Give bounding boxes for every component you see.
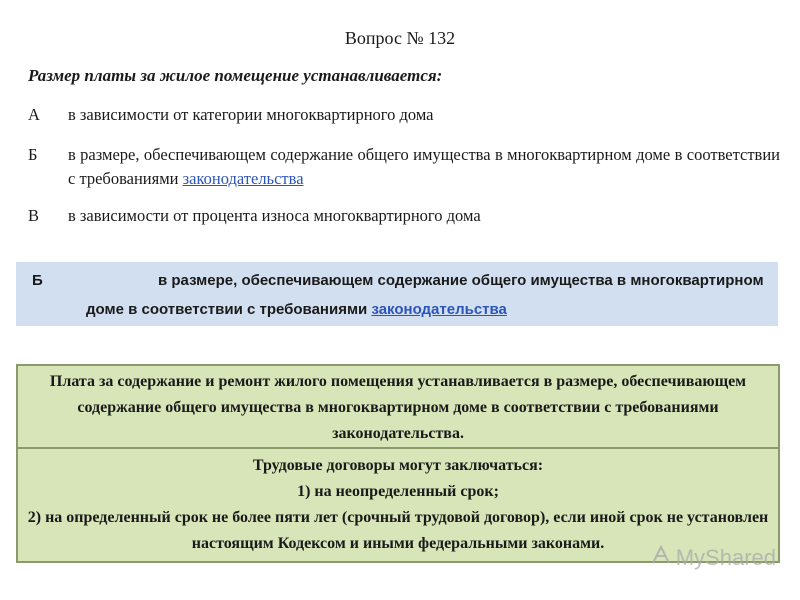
labor-contracts-heading: Трудовые договоры могут заключаться:: [252, 457, 544, 474]
option-letter: А: [28, 105, 40, 124]
answer-text: [86, 266, 766, 324]
watermark-text: MyShared: [675, 545, 776, 570]
option-letter: В: [28, 206, 40, 225]
question-text: Размер платы за жилое помещение устанавливается:: [28, 66, 443, 85]
option-a: [28, 103, 780, 127]
answer-text-main: в размере, обеспечивающем содержание общего имущества в многоквартирном доме в соответствии с требованиями: [86, 272, 764, 318]
info-table: [16, 364, 780, 563]
option-text-main: в размере, обеспечивающем содержание общего имущества в многоквартирном доме в соответствии с требованиями: [68, 145, 780, 188]
myshared-logo-icon: [650, 544, 672, 572]
labor-contracts-item-2: 2) на определенный срок не более пяти лет (срочный трудовой договор), если иной срок не установлен настоящим Кодексом и иными федеральными законами.: [27, 509, 769, 552]
option-b: [28, 143, 780, 191]
answer-letter: Б: [32, 272, 43, 289]
option-text: в зависимости от категории многоквартирного дома: [68, 105, 434, 124]
answer-box: [16, 262, 778, 326]
labor-contracts-item-1: 1) на неопределенный срок;: [297, 483, 499, 500]
option-c: [28, 204, 780, 228]
answer-legislation-link[interactable]: законодательства: [371, 301, 507, 318]
page-title: Вопрос № 132: [344, 28, 456, 48]
legislation-link[interactable]: законодательства: [182, 169, 304, 188]
table-row: Плата за содержание и ремонт жилого помещения устанавливается в размере, обеспечивающем содержание общего имущества в многоквартирном доме в соответствии с требованиями законодательства.: [17, 365, 779, 448]
option-letter: Б: [28, 145, 38, 164]
watermark: [650, 544, 776, 572]
option-text: [68, 143, 780, 191]
option-text: в зависимости от процента износа многоквартирного дома: [68, 206, 481, 225]
